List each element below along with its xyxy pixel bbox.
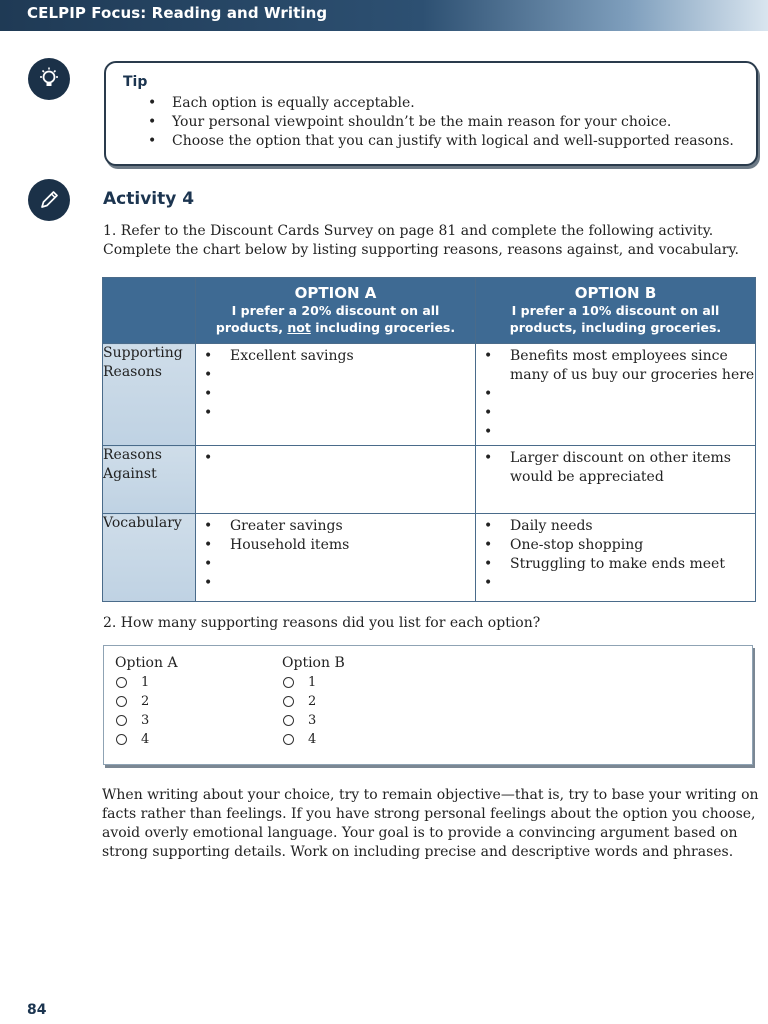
activity-title: Activity 4 [103, 189, 195, 209]
option-b-header [476, 278, 756, 344]
radio-option-b-1[interactable]: 1 [282, 673, 345, 692]
list-item: • Each option is equally acceptable. [146, 94, 734, 113]
tip-label: Tip [123, 74, 148, 90]
option-a-label: Option A [115, 655, 178, 671]
list-item: • Greater savings [204, 517, 475, 536]
closing-text: avoid overly emotional language. Your goal is to provide a convincing argument based on [102, 825, 738, 841]
radio-icon[interactable] [283, 734, 294, 745]
header-title: CELPIP Focus: Reading and Writing [27, 4, 328, 22]
radio-icon[interactable] [283, 715, 294, 726]
option-a-vocabulary-cell[interactable] [196, 514, 476, 602]
option-b-supporting-cell[interactable] [476, 344, 756, 446]
radio-option-a-4[interactable]: 4 [115, 730, 178, 749]
table-row [103, 514, 756, 602]
radio-option-a-2[interactable]: 2 [115, 692, 178, 711]
option-a-against-cell[interactable] [196, 446, 476, 514]
closing-text: When writing about your choice, try to remain objective—that is, try to base your writing on [102, 787, 759, 803]
radio-icon[interactable] [116, 715, 127, 726]
option-a-answer-group [115, 654, 178, 749]
option-b-subtitle: products, including groceries. [509, 320, 722, 335]
list-item: • Excellent savings [204, 347, 475, 366]
table-header-row [103, 278, 756, 344]
lightbulb-icon [28, 58, 70, 100]
list-item [204, 574, 475, 593]
list-item: • Your personal viewpoint shouldn’t be the main reason for your choice. [146, 113, 734, 132]
closing-text: facts rather than feelings. If you have strong personal feelings about the option you choose, [102, 806, 756, 822]
tip-box [104, 61, 758, 166]
list-item [204, 385, 475, 404]
radio-option-b-3[interactable]: 3 [282, 711, 345, 730]
radio-option-b-2[interactable]: 2 [282, 692, 345, 711]
list-item [204, 555, 475, 574]
pencil-icon [28, 179, 70, 221]
option-b-label: Option B [282, 655, 345, 671]
instruction-text: 1. Refer to the Discount Cards Survey on page 81 and complete the following activity. [103, 223, 714, 239]
closing-text: strong supporting details. Work on including precise and descriptive words and phrases. [102, 844, 734, 860]
option-b-vocabulary-cell[interactable] [476, 514, 756, 602]
option-b-subtitle: I prefer a 10% discount on all [511, 303, 720, 318]
list-item: • One-stop shopping [484, 536, 755, 555]
table-row [103, 344, 756, 446]
radio-option-a-1[interactable]: 1 [115, 673, 178, 692]
question-text: 2. How many supporting reasons did you list for each option? [103, 615, 541, 631]
list-item [484, 423, 755, 442]
option-b-against-cell[interactable] [476, 446, 756, 514]
table-corner-cell [103, 278, 196, 344]
option-a-subtitle: I prefer a 20% discount on all [231, 303, 440, 318]
row-label-vocabulary: Vocabulary [103, 514, 196, 602]
list-item [204, 404, 475, 423]
radio-icon[interactable] [116, 696, 127, 707]
radio-option-b-4[interactable]: 4 [282, 730, 345, 749]
page-number: 84 [27, 1002, 47, 1018]
answer-box [103, 645, 753, 765]
header-bar [0, 0, 768, 31]
option-a-supporting-cell[interactable] [196, 344, 476, 446]
list-item [204, 366, 475, 385]
list-item: • Choose the option that you can justify with logical and well-supported reasons. [146, 132, 734, 151]
radio-icon[interactable] [116, 677, 127, 688]
option-a-header [196, 278, 476, 344]
option-a-title: OPTION A [294, 284, 377, 302]
list-item: • Daily needs [484, 517, 755, 536]
option-b-title: OPTION B [574, 284, 657, 302]
option-a-subtitle: products, not including groceries. [215, 320, 456, 335]
list-item: • Household items [204, 536, 475, 555]
list-item [484, 574, 755, 593]
radio-option-a-3[interactable]: 3 [115, 711, 178, 730]
options-chart [102, 277, 756, 602]
row-label-against: Reasons Against [103, 446, 196, 514]
list-item [204, 449, 475, 468]
list-item [484, 385, 755, 404]
row-label-supporting: Supporting Reasons [103, 344, 196, 446]
list-item: • Benefits most employees since many of us buy our groceries here [484, 347, 755, 385]
radio-icon[interactable] [283, 677, 294, 688]
list-item [484, 404, 755, 423]
instruction-text: Complete the chart below by listing supporting reasons, reasons against, and vocabulary. [103, 242, 739, 258]
table-row [103, 446, 756, 514]
list-item: • Struggling to make ends meet [484, 555, 755, 574]
list-item: • Larger discount on other items would be appreciated [484, 449, 755, 487]
option-b-answer-group [282, 654, 345, 749]
radio-icon[interactable] [116, 734, 127, 745]
tip-list [146, 94, 734, 151]
radio-icon[interactable] [283, 696, 294, 707]
